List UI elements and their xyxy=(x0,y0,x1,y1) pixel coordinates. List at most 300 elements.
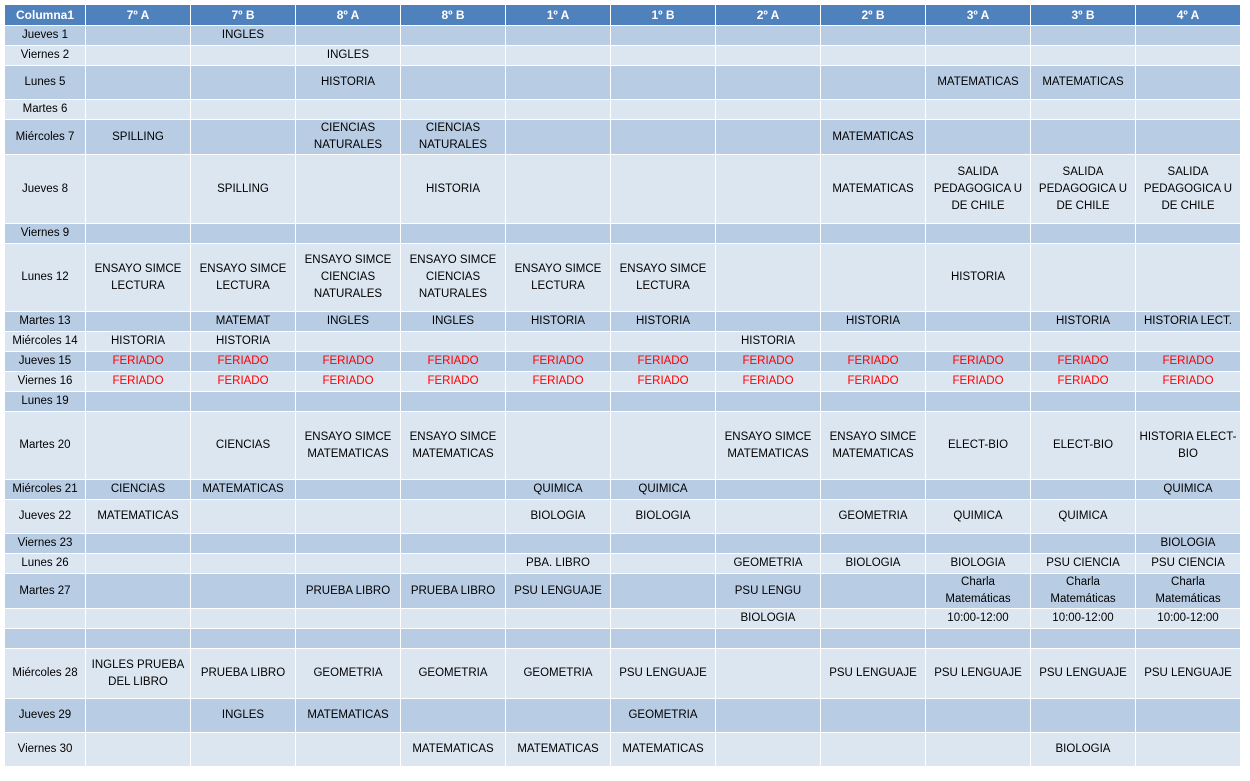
header-class[interactable]: 7º B xyxy=(191,5,296,26)
schedule-cell[interactable]: ENSAYO SIMCE MATEMATICAS xyxy=(716,412,821,480)
schedule-cell[interactable]: QUIMICA xyxy=(926,500,1031,534)
day-cell[interactable]: Jueves 15 xyxy=(5,352,86,372)
schedule-cell[interactable] xyxy=(716,46,821,66)
schedule-cell[interactable]: PSU CIENCIA xyxy=(1136,554,1241,574)
schedule-cell[interactable] xyxy=(191,534,296,554)
schedule-cell[interactable] xyxy=(926,392,1031,412)
schedule-cell[interactable] xyxy=(821,224,926,244)
schedule-cell[interactable] xyxy=(296,480,401,500)
schedule-cell[interactable]: GEOMETRIA xyxy=(506,649,611,699)
schedule-cell[interactable]: FERIADO xyxy=(716,352,821,372)
schedule-cell[interactable]: HISTORIA LECT. xyxy=(1136,312,1241,332)
schedule-cell[interactable]: MATEMATICAS xyxy=(821,155,926,224)
schedule-cell[interactable]: CIENCIAS NATURALES xyxy=(296,120,401,155)
schedule-cell[interactable] xyxy=(191,224,296,244)
schedule-cell[interactable]: ENSAYO SIMCE LECTURA xyxy=(506,244,611,312)
schedule-cell[interactable]: FERIADO xyxy=(926,372,1031,392)
schedule-cell[interactable] xyxy=(191,46,296,66)
schedule-cell[interactable] xyxy=(926,312,1031,332)
schedule-cell[interactable] xyxy=(506,699,611,733)
day-cell[interactable] xyxy=(5,609,86,629)
schedule-cell[interactable] xyxy=(1031,534,1136,554)
schedule-cell[interactable] xyxy=(1031,100,1136,120)
schedule-cell[interactable] xyxy=(716,500,821,534)
schedule-cell[interactable] xyxy=(506,66,611,100)
schedule-cell[interactable]: PSU LENGUAJE xyxy=(926,649,1031,699)
schedule-cell[interactable]: BIOLOGIA xyxy=(506,500,611,534)
schedule-cell[interactable]: INGLES xyxy=(191,699,296,733)
schedule-cell[interactable]: FERIADO xyxy=(1136,352,1241,372)
schedule-cell[interactable] xyxy=(611,120,716,155)
schedule-cell[interactable]: FERIADO xyxy=(821,352,926,372)
schedule-cell[interactable] xyxy=(86,733,191,767)
schedule-cell[interactable]: 10:00-12:00 xyxy=(1136,609,1241,629)
schedule-cell[interactable] xyxy=(1136,66,1241,100)
schedule-cell[interactable]: GEOMETRIA xyxy=(401,649,506,699)
day-cell[interactable]: Viernes 9 xyxy=(5,224,86,244)
schedule-cell[interactable] xyxy=(1136,699,1241,733)
schedule-cell[interactable]: 10:00-12:00 xyxy=(926,609,1031,629)
schedule-cell[interactable] xyxy=(401,46,506,66)
schedule-cell[interactable]: ENSAYO SIMCE LECTURA xyxy=(86,244,191,312)
schedule-cell[interactable] xyxy=(716,155,821,224)
schedule-cell[interactable]: PSU LENGUAJE xyxy=(506,574,611,609)
schedule-cell[interactable] xyxy=(191,554,296,574)
day-cell[interactable]: Jueves 1 xyxy=(5,26,86,46)
schedule-cell[interactable]: FERIADO xyxy=(506,352,611,372)
day-cell[interactable]: Viernes 16 xyxy=(5,372,86,392)
schedule-cell[interactable] xyxy=(191,392,296,412)
schedule-cell[interactable]: HISTORIA xyxy=(1031,312,1136,332)
schedule-cell[interactable]: HISTORIA xyxy=(611,312,716,332)
day-cell[interactable]: Miércoles 28 xyxy=(5,649,86,699)
schedule-cell[interactable] xyxy=(926,629,1031,649)
schedule-cell[interactable] xyxy=(191,66,296,100)
schedule-cell[interactable] xyxy=(86,629,191,649)
schedule-cell[interactable] xyxy=(926,733,1031,767)
schedule-cell[interactable]: MATEMAT xyxy=(191,312,296,332)
schedule-cell[interactable] xyxy=(191,500,296,534)
schedule-cell[interactable]: 10:00-12:00 xyxy=(1031,609,1136,629)
schedule-cell[interactable]: MATEMATICAS xyxy=(191,480,296,500)
schedule-cell[interactable]: CIENCIAS xyxy=(191,412,296,480)
schedule-cell[interactable] xyxy=(611,534,716,554)
schedule-cell[interactable] xyxy=(296,500,401,534)
schedule-cell[interactable] xyxy=(296,609,401,629)
schedule-cell[interactable]: INGLES xyxy=(296,46,401,66)
schedule-cell[interactable] xyxy=(716,480,821,500)
schedule-cell[interactable]: PRUEBA LIBRO xyxy=(401,574,506,609)
schedule-cell[interactable]: PSU CIENCIA xyxy=(1031,554,1136,574)
schedule-cell[interactable]: HISTORIA xyxy=(86,332,191,352)
day-cell[interactable] xyxy=(5,629,86,649)
schedule-cell[interactable] xyxy=(716,534,821,554)
schedule-cell[interactable] xyxy=(506,26,611,46)
schedule-cell[interactable] xyxy=(86,155,191,224)
schedule-cell[interactable] xyxy=(821,244,926,312)
schedule-cell[interactable] xyxy=(86,66,191,100)
schedule-cell[interactable] xyxy=(401,480,506,500)
schedule-cell[interactable]: FERIADO xyxy=(821,372,926,392)
schedule-cell[interactable] xyxy=(1031,332,1136,352)
schedule-cell[interactable] xyxy=(191,120,296,155)
header-class[interactable]: 3º A xyxy=(926,5,1031,26)
day-cell[interactable]: Jueves 29 xyxy=(5,699,86,733)
schedule-cell[interactable]: MATEMATICAS xyxy=(1031,66,1136,100)
schedule-cell[interactable] xyxy=(296,100,401,120)
schedule-cell[interactable] xyxy=(716,244,821,312)
schedule-cell[interactable]: PBA. LIBRO xyxy=(506,554,611,574)
schedule-cell[interactable]: QUIMICA xyxy=(1136,480,1241,500)
schedule-cell[interactable] xyxy=(716,100,821,120)
schedule-cell[interactable] xyxy=(821,629,926,649)
schedule-cell[interactable]: ENSAYO SIMCE MATEMATICAS xyxy=(296,412,401,480)
schedule-cell[interactable] xyxy=(401,392,506,412)
day-cell[interactable]: Lunes 12 xyxy=(5,244,86,312)
schedule-cell[interactable]: MATEMATICAS xyxy=(401,733,506,767)
schedule-cell[interactable]: INGLES xyxy=(296,312,401,332)
schedule-cell[interactable] xyxy=(926,534,1031,554)
schedule-cell[interactable] xyxy=(401,554,506,574)
schedule-cell[interactable]: INGLES PRUEBA DEL LIBRO xyxy=(86,649,191,699)
schedule-cell[interactable] xyxy=(926,332,1031,352)
schedule-cell[interactable] xyxy=(296,554,401,574)
header-class[interactable]: 8º A xyxy=(296,5,401,26)
schedule-cell[interactable] xyxy=(86,534,191,554)
schedule-cell[interactable]: BIOLOGIA xyxy=(1136,534,1241,554)
schedule-cell[interactable]: BIOLOGIA xyxy=(821,554,926,574)
schedule-cell[interactable] xyxy=(716,312,821,332)
schedule-cell[interactable] xyxy=(86,574,191,609)
schedule-cell[interactable]: FERIADO xyxy=(191,372,296,392)
schedule-cell[interactable]: SALIDA PEDAGOGICA U DE CHILE xyxy=(1031,155,1136,224)
schedule-cell[interactable] xyxy=(611,412,716,480)
schedule-cell[interactable] xyxy=(716,66,821,100)
header-class[interactable]: 1º A xyxy=(506,5,611,26)
schedule-cell[interactable] xyxy=(296,629,401,649)
schedule-cell[interactable]: FERIADO xyxy=(1136,372,1241,392)
day-cell[interactable]: Jueves 8 xyxy=(5,155,86,224)
schedule-cell[interactable] xyxy=(401,66,506,100)
schedule-cell[interactable] xyxy=(86,609,191,629)
header-class[interactable]: 3º B xyxy=(1031,5,1136,26)
schedule-cell[interactable] xyxy=(716,649,821,699)
schedule-cell[interactable] xyxy=(506,224,611,244)
schedule-cell[interactable]: HISTORIA xyxy=(401,155,506,224)
day-cell[interactable]: Miércoles 21 xyxy=(5,480,86,500)
schedule-cell[interactable]: INGLES xyxy=(191,26,296,46)
schedule-cell[interactable] xyxy=(86,224,191,244)
schedule-cell[interactable] xyxy=(296,224,401,244)
schedule-cell[interactable] xyxy=(191,733,296,767)
schedule-cell[interactable]: ELECT-BIO xyxy=(926,412,1031,480)
schedule-cell[interactable] xyxy=(611,629,716,649)
schedule-cell[interactable]: FERIADO xyxy=(401,352,506,372)
schedule-cell[interactable] xyxy=(611,46,716,66)
schedule-cell[interactable] xyxy=(506,392,611,412)
schedule-cell[interactable]: MATEMATICAS xyxy=(926,66,1031,100)
schedule-cell[interactable]: HISTORIA ELECT-BIO xyxy=(1136,412,1241,480)
schedule-cell[interactable]: ENSAYO SIMCE CIENCIAS NATURALES xyxy=(401,244,506,312)
schedule-cell[interactable]: MATEMATICAS xyxy=(86,500,191,534)
schedule-cell[interactable] xyxy=(716,224,821,244)
schedule-cell[interactable]: SPILLING xyxy=(191,155,296,224)
schedule-cell[interactable]: FERIADO xyxy=(1031,372,1136,392)
schedule-cell[interactable]: GEOMETRIA xyxy=(821,500,926,534)
schedule-cell[interactable] xyxy=(926,699,1031,733)
day-cell[interactable]: Lunes 19 xyxy=(5,392,86,412)
schedule-cell[interactable]: FERIADO xyxy=(191,352,296,372)
schedule-cell[interactable] xyxy=(401,629,506,649)
schedule-cell[interactable] xyxy=(506,332,611,352)
schedule-cell[interactable] xyxy=(506,46,611,66)
schedule-cell[interactable] xyxy=(821,46,926,66)
schedule-cell[interactable]: MATEMATICAS xyxy=(296,699,401,733)
schedule-cell[interactable] xyxy=(506,609,611,629)
schedule-cell[interactable] xyxy=(191,629,296,649)
schedule-cell[interactable]: FERIADO xyxy=(1031,352,1136,372)
schedule-cell[interactable] xyxy=(926,480,1031,500)
schedule-cell[interactable] xyxy=(1136,26,1241,46)
schedule-cell[interactable] xyxy=(86,312,191,332)
schedule-cell[interactable] xyxy=(926,46,1031,66)
schedule-cell[interactable] xyxy=(1136,332,1241,352)
schedule-cell[interactable] xyxy=(506,534,611,554)
schedule-cell[interactable]: QUIMICA xyxy=(1031,500,1136,534)
schedule-cell[interactable] xyxy=(296,26,401,46)
schedule-cell[interactable]: HISTORIA xyxy=(296,66,401,100)
schedule-cell[interactable] xyxy=(821,534,926,554)
schedule-cell[interactable]: PSU LENGUAJE xyxy=(1031,649,1136,699)
schedule-cell[interactable]: BIOLOGIA xyxy=(1031,733,1136,767)
schedule-cell[interactable] xyxy=(716,26,821,46)
day-cell[interactable]: Jueves 22 xyxy=(5,500,86,534)
schedule-cell[interactable] xyxy=(821,392,926,412)
schedule-cell[interactable]: FERIADO xyxy=(611,352,716,372)
schedule-cell[interactable] xyxy=(1136,629,1241,649)
day-cell[interactable]: Viernes 2 xyxy=(5,46,86,66)
schedule-cell[interactable]: FERIADO xyxy=(506,372,611,392)
schedule-cell[interactable] xyxy=(611,574,716,609)
schedule-cell[interactable] xyxy=(821,609,926,629)
schedule-cell[interactable] xyxy=(191,574,296,609)
schedule-cell[interactable] xyxy=(716,733,821,767)
schedule-cell[interactable] xyxy=(821,100,926,120)
schedule-cell[interactable]: FERIADO xyxy=(401,372,506,392)
schedule-cell[interactable] xyxy=(1136,392,1241,412)
schedule-cell[interactable] xyxy=(716,392,821,412)
schedule-cell[interactable] xyxy=(821,480,926,500)
schedule-cell[interactable]: GEOMETRIA xyxy=(716,554,821,574)
schedule-cell[interactable] xyxy=(506,120,611,155)
schedule-cell[interactable] xyxy=(191,100,296,120)
day-cell[interactable]: Lunes 26 xyxy=(5,554,86,574)
schedule-cell[interactable] xyxy=(1136,500,1241,534)
schedule-cell[interactable] xyxy=(401,224,506,244)
schedule-cell[interactable] xyxy=(926,224,1031,244)
schedule-cell[interactable] xyxy=(1136,100,1241,120)
schedule-cell[interactable]: SPILLING xyxy=(86,120,191,155)
schedule-cell[interactable] xyxy=(401,26,506,46)
header-class[interactable]: 1º B xyxy=(611,5,716,26)
schedule-cell[interactable]: FERIADO xyxy=(611,372,716,392)
header-day[interactable]: Columna1 xyxy=(5,5,86,26)
schedule-cell[interactable]: ENSAYO SIMCE LECTURA xyxy=(191,244,296,312)
schedule-cell[interactable]: SALIDA PEDAGOGICA U DE CHILE xyxy=(926,155,1031,224)
schedule-cell[interactable] xyxy=(1031,224,1136,244)
schedule-cell[interactable]: ENSAYO SIMCE MATEMATICAS xyxy=(821,412,926,480)
schedule-cell[interactable]: HISTORIA xyxy=(926,244,1031,312)
schedule-cell[interactable] xyxy=(296,332,401,352)
schedule-cell[interactable] xyxy=(401,332,506,352)
schedule-cell[interactable]: HISTORIA xyxy=(191,332,296,352)
schedule-cell[interactable]: PSU LENGUAJE xyxy=(611,649,716,699)
schedule-cell[interactable]: PSU LENGU xyxy=(716,574,821,609)
schedule-cell[interactable] xyxy=(1136,120,1241,155)
schedule-cell[interactable]: ENSAYO SIMCE MATEMATICAS xyxy=(401,412,506,480)
schedule-cell[interactable] xyxy=(716,120,821,155)
schedule-cell[interactable] xyxy=(296,392,401,412)
schedule-cell[interactable] xyxy=(401,609,506,629)
schedule-cell[interactable] xyxy=(506,412,611,480)
schedule-cell[interactable]: PSU LENGUAJE xyxy=(1136,649,1241,699)
schedule-cell[interactable]: FERIADO xyxy=(716,372,821,392)
schedule-cell[interactable]: BIOLOGIA xyxy=(611,500,716,534)
schedule-cell[interactable] xyxy=(611,155,716,224)
schedule-cell[interactable]: FERIADO xyxy=(86,352,191,372)
schedule-cell[interactable] xyxy=(716,699,821,733)
schedule-cell[interactable]: HISTORIA xyxy=(716,332,821,352)
day-cell[interactable]: Lunes 5 xyxy=(5,66,86,100)
schedule-cell[interactable] xyxy=(506,155,611,224)
schedule-cell[interactable] xyxy=(1031,392,1136,412)
schedule-cell[interactable] xyxy=(821,332,926,352)
day-cell[interactable]: Martes 20 xyxy=(5,412,86,480)
schedule-cell[interactable] xyxy=(506,100,611,120)
header-class[interactable]: 8º B xyxy=(401,5,506,26)
schedule-cell[interactable]: BIOLOGIA xyxy=(926,554,1031,574)
schedule-cell[interactable] xyxy=(296,534,401,554)
schedule-cell[interactable]: FERIADO xyxy=(296,352,401,372)
schedule-cell[interactable] xyxy=(86,699,191,733)
schedule-cell[interactable] xyxy=(611,609,716,629)
schedule-cell[interactable] xyxy=(86,412,191,480)
schedule-cell[interactable]: GEOMETRIA xyxy=(611,699,716,733)
schedule-cell[interactable] xyxy=(1136,224,1241,244)
schedule-cell[interactable] xyxy=(86,26,191,46)
schedule-cell[interactable] xyxy=(821,699,926,733)
day-cell[interactable]: Miércoles 7 xyxy=(5,120,86,155)
schedule-cell[interactable]: Charla Matemáticas xyxy=(1136,574,1241,609)
schedule-cell[interactable] xyxy=(821,733,926,767)
schedule-cell[interactable]: FERIADO xyxy=(86,372,191,392)
schedule-cell[interactable] xyxy=(506,629,611,649)
schedule-cell[interactable] xyxy=(1031,26,1136,46)
schedule-cell[interactable] xyxy=(191,609,296,629)
schedule-cell[interactable]: QUIMICA xyxy=(611,480,716,500)
schedule-cell[interactable] xyxy=(86,100,191,120)
schedule-cell[interactable] xyxy=(401,699,506,733)
schedule-cell[interactable] xyxy=(611,66,716,100)
schedule-cell[interactable] xyxy=(1136,46,1241,66)
schedule-cell[interactable]: CIENCIAS NATURALES xyxy=(401,120,506,155)
schedule-cell[interactable]: CIENCIAS xyxy=(86,480,191,500)
schedule-cell[interactable] xyxy=(821,26,926,46)
schedule-cell[interactable]: MATEMATICAS xyxy=(611,733,716,767)
schedule-cell[interactable]: SALIDA PEDAGOGICA U DE CHILE xyxy=(1136,155,1241,224)
schedule-cell[interactable] xyxy=(401,534,506,554)
day-cell[interactable]: Viernes 23 xyxy=(5,534,86,554)
day-cell[interactable]: Martes 27 xyxy=(5,574,86,609)
schedule-cell[interactable]: FERIADO xyxy=(926,352,1031,372)
schedule-cell[interactable] xyxy=(926,100,1031,120)
schedule-cell[interactable]: MATEMATICAS xyxy=(821,120,926,155)
schedule-cell[interactable] xyxy=(611,332,716,352)
schedule-cell[interactable] xyxy=(926,26,1031,46)
schedule-cell[interactable] xyxy=(821,66,926,100)
schedule-cell[interactable] xyxy=(1031,629,1136,649)
schedule-cell[interactable]: MATEMATICAS xyxy=(506,733,611,767)
header-class[interactable]: 2º A xyxy=(716,5,821,26)
schedule-cell[interactable]: Charla Matemáticas xyxy=(1031,574,1136,609)
schedule-cell[interactable] xyxy=(1031,699,1136,733)
header-class[interactable]: 2º B xyxy=(821,5,926,26)
day-cell[interactable]: Martes 13 xyxy=(5,312,86,332)
schedule-cell[interactable] xyxy=(1031,120,1136,155)
schedule-cell[interactable]: PRUEBA LIBRO xyxy=(191,649,296,699)
schedule-cell[interactable] xyxy=(86,392,191,412)
header-class[interactable]: 7º A xyxy=(86,5,191,26)
schedule-cell[interactable]: HISTORIA xyxy=(821,312,926,332)
schedule-cell[interactable]: ELECT-BIO xyxy=(1031,412,1136,480)
schedule-cell[interactable] xyxy=(1136,733,1241,767)
schedule-cell[interactable] xyxy=(716,629,821,649)
schedule-cell[interactable] xyxy=(1031,244,1136,312)
day-cell[interactable]: Miércoles 14 xyxy=(5,332,86,352)
schedule-cell[interactable]: HISTORIA xyxy=(506,312,611,332)
schedule-cell[interactable] xyxy=(1136,244,1241,312)
schedule-cell[interactable]: PRUEBA LIBRO xyxy=(296,574,401,609)
schedule-cell[interactable]: PSU LENGUAJE xyxy=(821,649,926,699)
schedule-cell[interactable]: Charla Matemáticas xyxy=(926,574,1031,609)
schedule-cell[interactable]: GEOMETRIA xyxy=(296,649,401,699)
schedule-cell[interactable] xyxy=(611,100,716,120)
schedule-cell[interactable] xyxy=(401,100,506,120)
schedule-cell[interactable] xyxy=(611,554,716,574)
schedule-cell[interactable] xyxy=(1031,480,1136,500)
schedule-cell[interactable]: QUIMICA xyxy=(506,480,611,500)
schedule-cell[interactable]: INGLES xyxy=(401,312,506,332)
schedule-cell[interactable] xyxy=(86,554,191,574)
schedule-cell[interactable] xyxy=(1031,46,1136,66)
schedule-cell[interactable] xyxy=(401,500,506,534)
day-cell[interactable]: Martes 6 xyxy=(5,100,86,120)
header-class[interactable]: 4º A xyxy=(1136,5,1241,26)
schedule-cell[interactable] xyxy=(821,574,926,609)
schedule-cell[interactable] xyxy=(611,26,716,46)
schedule-cell[interactable] xyxy=(611,392,716,412)
schedule-cell[interactable]: FERIADO xyxy=(296,372,401,392)
schedule-cell[interactable] xyxy=(296,155,401,224)
schedule-cell[interactable]: ENSAYO SIMCE CIENCIAS NATURALES xyxy=(296,244,401,312)
schedule-cell[interactable]: BIOLOGIA xyxy=(716,609,821,629)
schedule-cell[interactable] xyxy=(926,120,1031,155)
day-cell[interactable]: Viernes 30 xyxy=(5,733,86,767)
schedule-cell[interactable] xyxy=(296,733,401,767)
schedule-cell[interactable]: ENSAYO SIMCE LECTURA xyxy=(611,244,716,312)
schedule-cell[interactable] xyxy=(86,46,191,66)
schedule-cell[interactable] xyxy=(611,224,716,244)
